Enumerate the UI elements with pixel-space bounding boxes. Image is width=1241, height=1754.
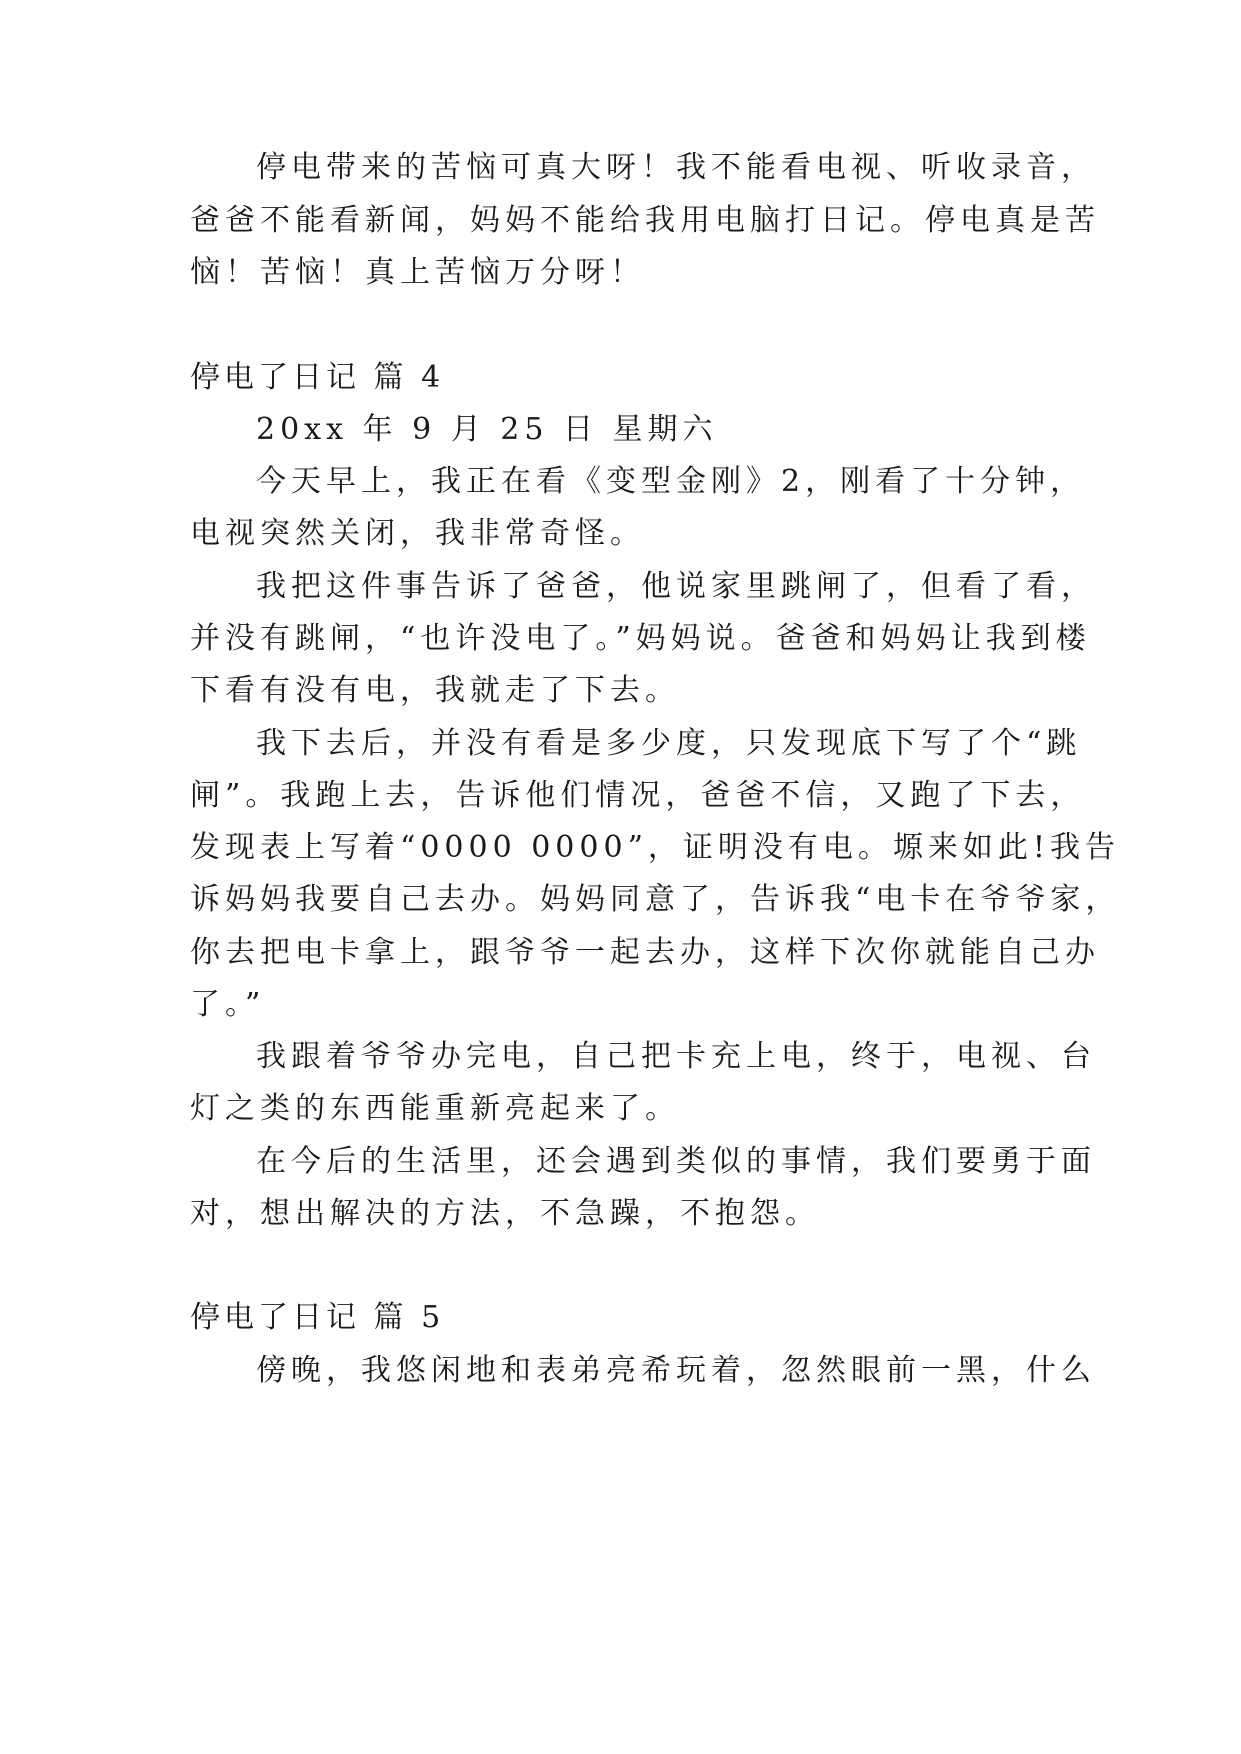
paragraph-line: 你去把电卡拿上，跟爷爷一起去办，这样下次你就能自己办 bbox=[190, 935, 1100, 970]
section-title: 停电了日记 篇 4 bbox=[190, 360, 445, 395]
paragraph-line: 爸爸不能看新闻，妈妈不能给我用电脑打日记。停电真是苦 bbox=[190, 203, 1100, 238]
section-title: 停电了日记 篇 5 bbox=[190, 1300, 445, 1335]
paragraph-line: 在今后的生活里，还会遇到类似的事情，我们要勇于面 bbox=[256, 1144, 1096, 1179]
paragraph-line: 今天早上，我正在看《变型金刚》2，刚看了十分钟， bbox=[256, 464, 1086, 499]
diary-date: 20xx 年 9 月 25 日 星期六 bbox=[256, 412, 718, 447]
paragraph-line: 闸”。我跑上去，告诉他们情况，爸爸不信，又跑了下去， bbox=[190, 778, 1086, 813]
paragraph-line: 电视突然关闭，我非常奇怪。 bbox=[190, 516, 645, 551]
paragraph-line: 我把这件事告诉了爸爸，他说家里跳闸了，但看了看， bbox=[256, 569, 1096, 604]
paragraph-line: 傍晚，我悠闲地和表弟亮希玩着，忽然眼前一黑，什么 bbox=[256, 1353, 1096, 1388]
paragraph-line: 停电带来的苦恼可真大呀！我不能看电视、听收录音， bbox=[256, 150, 1096, 185]
paragraph-line: 并没有跳闸，“也许没电了。”妈妈说。爸爸和妈妈让我到楼 bbox=[190, 621, 1091, 656]
paragraph-line: 我跟着爷爷办完电，自己把卡充上电，终于，电视、台 bbox=[256, 1039, 1096, 1074]
paragraph-line: 我下去后，并没有看是多少度，只发现底下写了个“跳 bbox=[256, 726, 1082, 761]
paragraph-line: 恼！苦恼！真上苦恼万分呀！ bbox=[190, 255, 645, 290]
paragraph-line: 诉妈妈我要自己去办。妈妈同意了，告诉我“电卡在爷爷家， bbox=[190, 882, 1121, 917]
paragraph-line: 了。” bbox=[190, 987, 266, 1022]
paragraph-line: 发现表上写着“0000 0000”，证明没有电。塬来如此!我告 bbox=[190, 830, 1120, 865]
paragraph-line: 灯之类的东西能重新亮起来了。 bbox=[190, 1091, 680, 1126]
paragraph-line: 对，想出解决的方法，不急躁，不抱怨。 bbox=[190, 1196, 820, 1231]
paragraph-line: 下看有没有电，我就走了下去。 bbox=[190, 673, 680, 708]
